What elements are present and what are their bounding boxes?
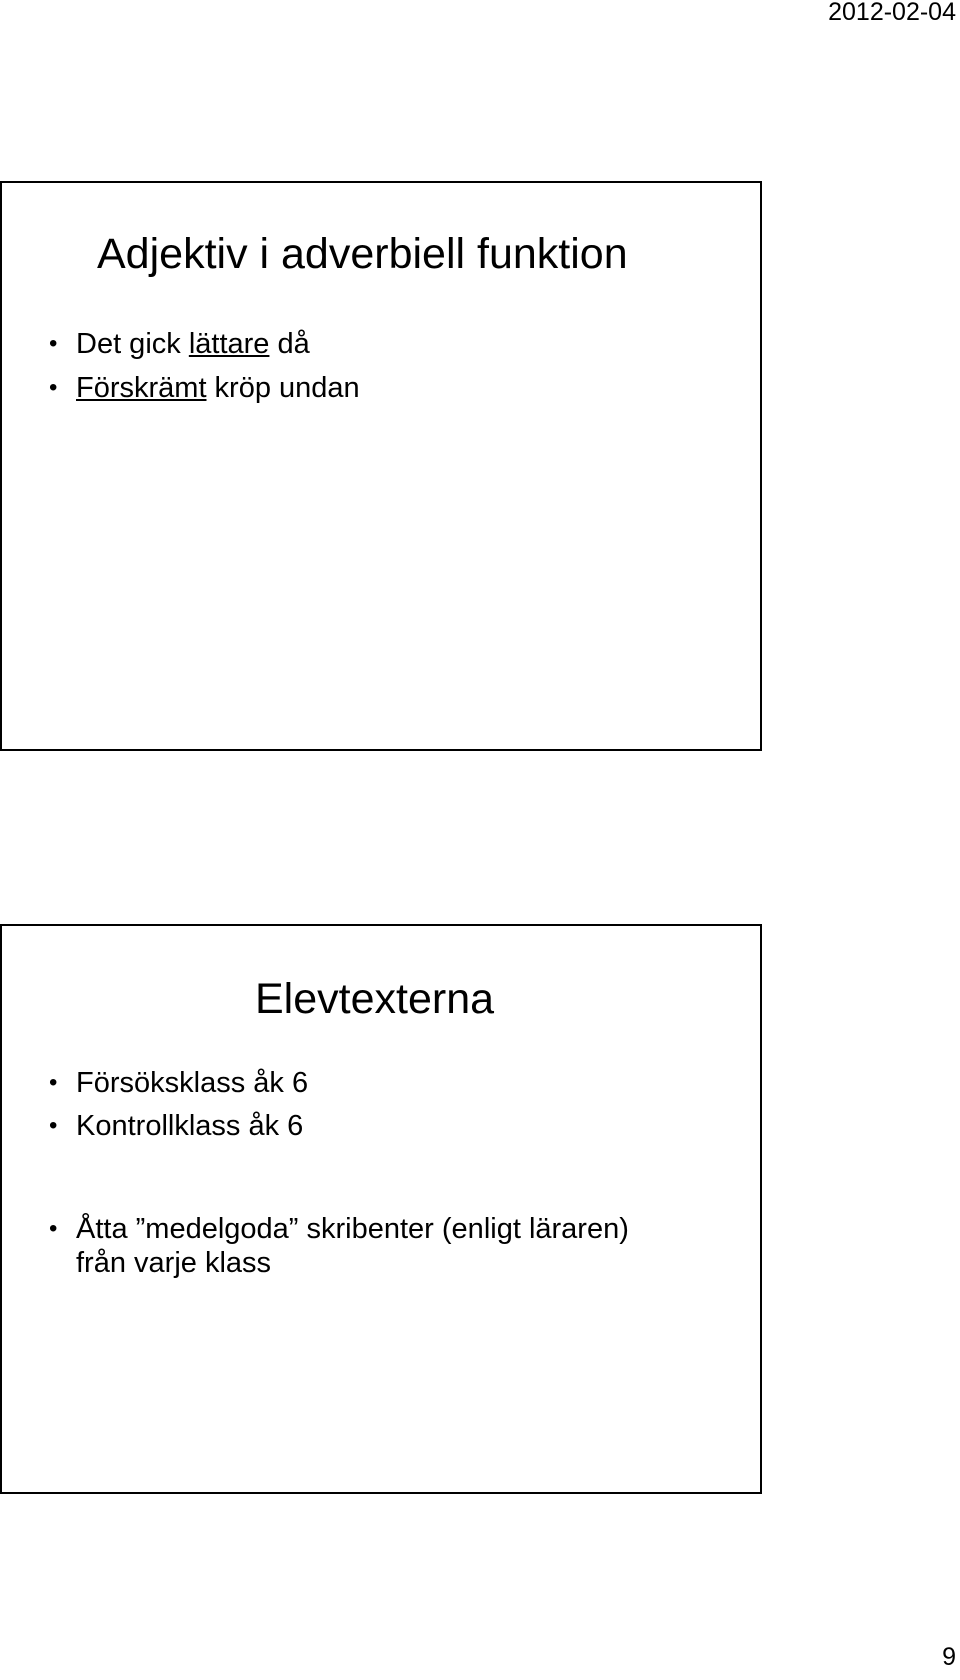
page-number: 9 (942, 1643, 956, 1671)
bullet-icon: • (49, 1215, 58, 1242)
underlined-word: Förskrämt (76, 372, 207, 404)
list-item (2, 327, 760, 361)
underlined-word: lättare (188, 328, 270, 360)
bullet-icon: • (49, 1069, 58, 1096)
bullet-text: Försöksklass åk 6 (76, 1067, 309, 1099)
bullet-list (2, 327, 760, 415)
bullet-text-post: kröp undan (206, 372, 360, 404)
page-date: 2012-02-04 (828, 0, 956, 26)
slide-elevtexterna (0, 924, 762, 1494)
bullet-text-post: då (269, 328, 310, 360)
bullet-text-pre: Det gick (76, 328, 189, 360)
list-item (2, 1066, 760, 1100)
slide-adjektiv (0, 181, 762, 751)
bullet-list (2, 1212, 760, 1280)
list-item (2, 1212, 636, 1280)
bullet-icon: • (49, 330, 58, 357)
slide-title: Elevtexterna (255, 975, 495, 1023)
slide-title: Adjektiv i adverbiell funktion (97, 230, 628, 278)
bullet-icon: • (49, 374, 58, 401)
bullet-text: Kontrollklass åk 6 (76, 1110, 304, 1142)
bullet-list (2, 1066, 760, 1152)
bullet-icon: • (49, 1112, 58, 1139)
list-item (2, 1109, 760, 1143)
bullet-text: Åtta ”medelgoda” skribenter (enligt läraren) från varje klass (76, 1213, 629, 1279)
list-item (2, 371, 760, 405)
